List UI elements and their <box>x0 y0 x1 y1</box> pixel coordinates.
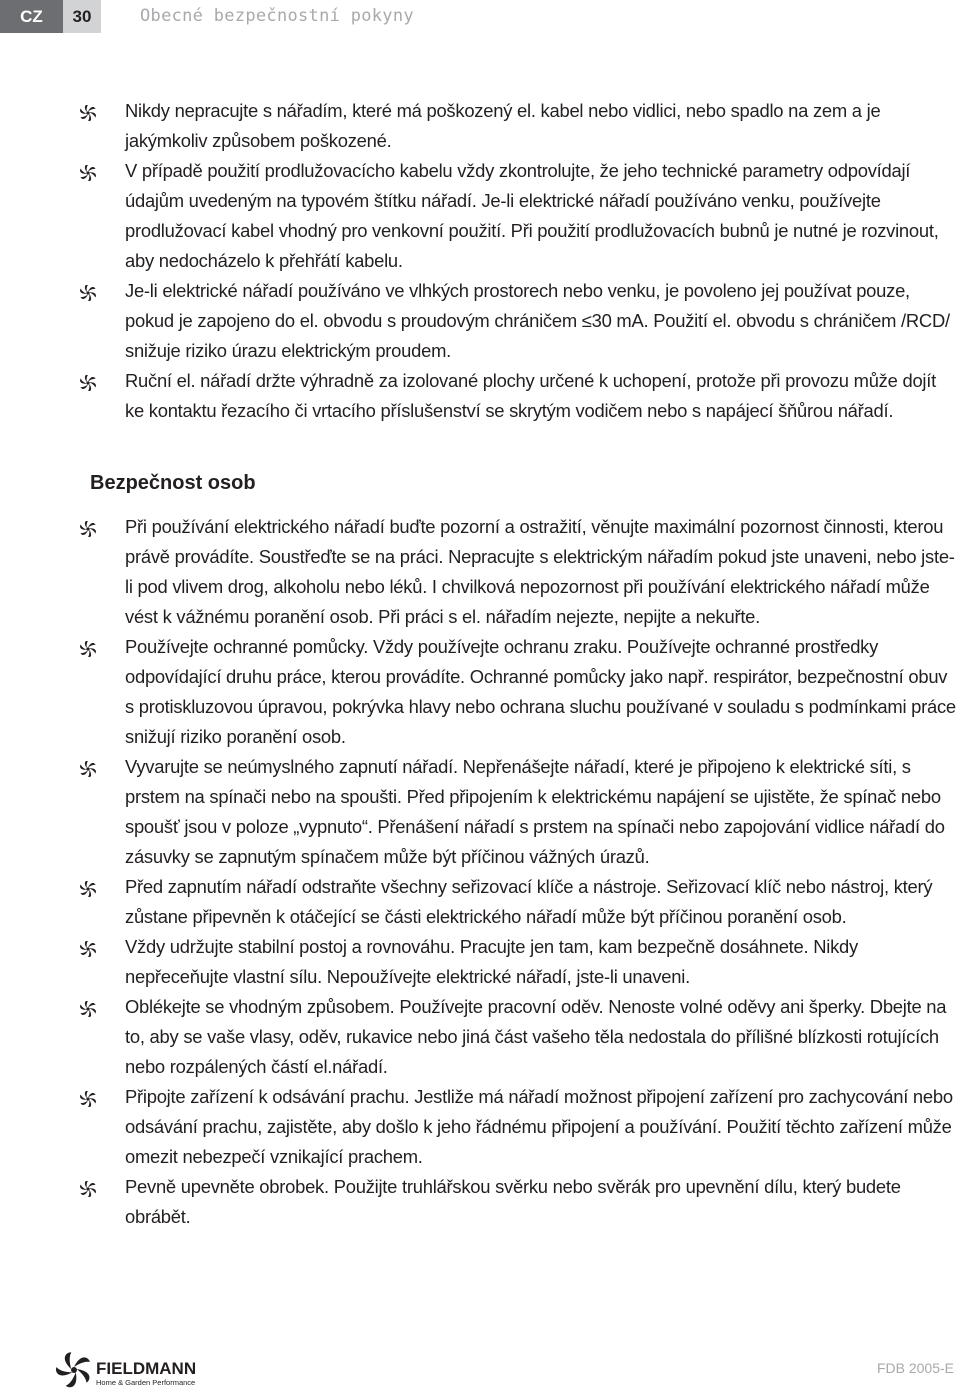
fan-blade-icon <box>80 761 96 777</box>
list-item <box>80 512 958 632</box>
page-number: 30 <box>63 0 101 33</box>
list-item-text: Před zapnutím nářadí odstraňte všechny seřizovací klíče a nástroje. Seřizovací klíč nebo nástroj, který zůstane připevněn k otáčející se části elektrického nářadí může být příčinou poranění osob. <box>125 876 933 927</box>
list-item <box>80 1172 958 1232</box>
language-tab: CZ <box>0 0 63 33</box>
model-code: FDB 2005-E <box>876 1360 954 1376</box>
list-item-text: Je-li elektrické nářadí používáno ve vlhkých prostorech nebo venku, je povoleno jej používat pouze, pokud je zapojeno do el. obvodu s proudovým chráničem ≤30 mA. Použití el. obvodu s chráničem /RCD/ snižuje riziko úrazu elektrickým proudem. <box>125 280 950 361</box>
list-item <box>80 632 958 752</box>
fan-blade-icon <box>80 1001 96 1017</box>
list-item-text: Připojte zařízení k odsávání prachu. Jestliže má nářadí možnost připojení zařízení pro zachycování nebo odsávání prachu, zajistěte, aby došlo k jeho řádnému připojení a používání. Použití těchto zařízení může omezit nebezpečí vznikající prachem. <box>125 1086 953 1167</box>
fan-blade-icon <box>80 941 96 957</box>
list-item <box>80 752 958 872</box>
fan-blade-icon <box>80 1091 96 1107</box>
section-list <box>80 512 958 1232</box>
brand-name: FIELDMANN <box>96 1359 197 1378</box>
fan-blade-icon <box>80 285 96 301</box>
list-item-text: V případě použití prodlužovacícho kabelu vždy zkontrolujte, že jeho technické parametry odpovídají údajům uvedeným na typovém štítku nářadí. Je-li elektrické nářadí používáno venku, používejte prodlužovací kabel vhodný pro venkovní použití. Při použití prodlužovacích bubnů je nutné je rozvinout, aby nedocházelo k přehřátí kabelu. <box>125 160 939 271</box>
fan-blade-icon <box>80 105 96 121</box>
list-item-text: Vyvarujte se neúmyslného zapnutí nářadí. Nepřenášejte nářadí, které je připojeno k elektrické síti, s prstem na spínači nebo na spoušti. Před připojením k elektrickému napájení se ujistěte, že spínač nebo spoušť jsou v poloze „vypnuto“. Přenášení nářadí s prstem na spínači nebo zapojování vidlice nářadí do zásuvky se zapnutým spínačem může být příčinou vážných úrazů. <box>125 756 945 867</box>
list-item <box>80 156 958 276</box>
list-item <box>80 1082 958 1172</box>
list-item <box>80 276 958 366</box>
page-title: Obecné bezpečnostní pokyny <box>140 6 414 26</box>
fan-logo-icon <box>56 1352 91 1388</box>
section-heading: Bezpečnost osob <box>90 472 256 494</box>
list-item <box>80 96 958 156</box>
list-item-text: Oblékejte se vhodným způsobem. Používejte pracovní oděv. Nenoste volné oděvy ani šperky. Dbejte na to, aby se vaše vlasy, oděv, rukavice nebo jiná část vašeho těla nedostala do přílišné blízkosti rotujících nebo rozpálených částí el.nářadí. <box>125 996 947 1077</box>
fan-blade-icon <box>80 1181 96 1197</box>
list-item <box>80 872 958 932</box>
fan-blade-icon <box>80 165 96 181</box>
list-item <box>80 932 958 992</box>
main-content <box>80 96 958 1232</box>
list-item-text: Ruční el. nářadí držte výhradně za izolované plochy určené k uchopení, protože při provozu může dojít ke kontaktu řezacího či vrtacího příslušenství se skrytým vodičem nebo s napájecí šňůrou nářadí. <box>125 370 936 421</box>
brand-tagline: Home & Garden Performance <box>96 1378 196 1387</box>
list-item <box>80 992 958 1082</box>
list-item-text: Používejte ochranné pomůcky. Vždy používejte ochranu zraku. Používejte ochranné prostředky odpovídající druhu práce, kterou provádíte. Ochranné pomůcky jako např. respirátor, bezpečnostní obuv s protiskluzovou úpravou, pokrývka hlavy nebo ochrana sluchu používané v souladu s podmínkami práce snižují riziko poranění osob. <box>125 636 956 747</box>
intro-list <box>80 96 958 426</box>
list-item <box>80 366 958 426</box>
page-header <box>0 0 960 33</box>
list-item-text: Nikdy nepracujte s nářadím, které má poškozený el. kabel nebo vidlici, nebo spadlo na zem a je jakýmkoliv způsobem poškozené. <box>125 100 881 151</box>
fan-blade-icon <box>80 641 96 657</box>
fan-blade-icon <box>80 881 96 897</box>
list-item-text: Vždy udržujte stabilní postoj a rovnováhu. Pracujte jen tam, kam bezpečně dosáhnete. Nikdy nepřeceňujte vlastní sílu. Nepoužívejte elektrické nářadí, jste-li unaveni. <box>125 936 858 987</box>
fan-blade-icon <box>80 521 96 537</box>
fan-blade-icon <box>80 375 96 391</box>
list-item-text: Pevně upevněte obrobek. Použijte truhlářskou svěrku nebo svěrák pro upevnění dílu, který budete obrábět. <box>125 1176 901 1227</box>
fieldmann-logo <box>56 1352 216 1388</box>
list-item-text: Při používání elektrického nářadí buďte pozorní a ostražití, věnujte maximální pozornost činnosti, kterou právě provádíte. Soustřeďte se na práci. Nepracujte s elektrickým nářadím pokud jste unaveni, nebo jste-li pod vlivem drog, alkoholu nebo léků. I chvilková nepozornost při používání elektrického nářadí může vést k vážnému poranění osob. Při práci s el. nářadím nejezte, nepijte a nekuřte. <box>125 516 955 627</box>
